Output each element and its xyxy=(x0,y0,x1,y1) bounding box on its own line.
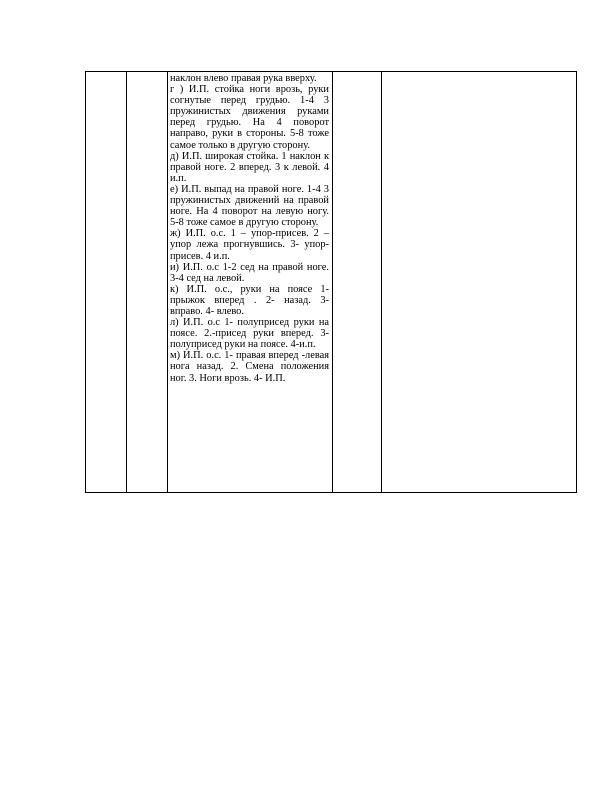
paragraph-3: е) И.П. выпад на правой ноге. 1-4 3 пружинистых движений на правой ноге. На 4 поворот на левую ногу. 5-8 тоже самое в другую сторону. xyxy=(170,183,329,229)
paragraph-7: л) И.П. о.с 1- полуприсед руки на поясе. 2.-присед руки вперед. 3- полуприсед руки на поясе. 4-и.п. xyxy=(170,317,329,351)
table-cell-notes xyxy=(382,72,577,493)
paragraph-6: к) И.П. о.с., руки на поясе 1- прыжок вперед . 2- назад. 3- вправо. 4- влево. xyxy=(170,283,329,317)
paragraph-8: м) И.П. о.с. 1- правая вперед -левая нога назад. 2. Смена положения ног. 3. Ноги врозь. 4- И.П. xyxy=(170,350,329,384)
table-cell-content xyxy=(127,72,333,493)
table-cell-dosage xyxy=(333,72,382,493)
paragraph-5: и) И.П. о.с 1-2 сед на правой ноге. 3-4 сед на левой. xyxy=(170,261,329,284)
table-cell-number xyxy=(86,72,127,493)
table-row xyxy=(86,72,577,493)
paragraph-4: ж) И.П. о.с. 1 – упор-присев. 2 – упор лежа прогнувшись. 3- упор- присев. 4 и.п. xyxy=(170,228,329,262)
exercise-table xyxy=(85,71,577,493)
paragraph-1: г ) И.П. стойка ноги врозь, руки согнутые перед грудью. 1-4 3 пружинистых движения руками перед грудью. На 4 поворот направо, руки в стороны. 5-8 тоже самое только в другую сторону. xyxy=(170,84,329,151)
paragraph-2: д) И.П. широкая стойка. 1 наклон к правой ноге. 2 вперед. 3 к левой. 4 и.п. xyxy=(170,150,329,184)
paragraph-0: наклон влево правая рука вверху. xyxy=(170,73,317,84)
